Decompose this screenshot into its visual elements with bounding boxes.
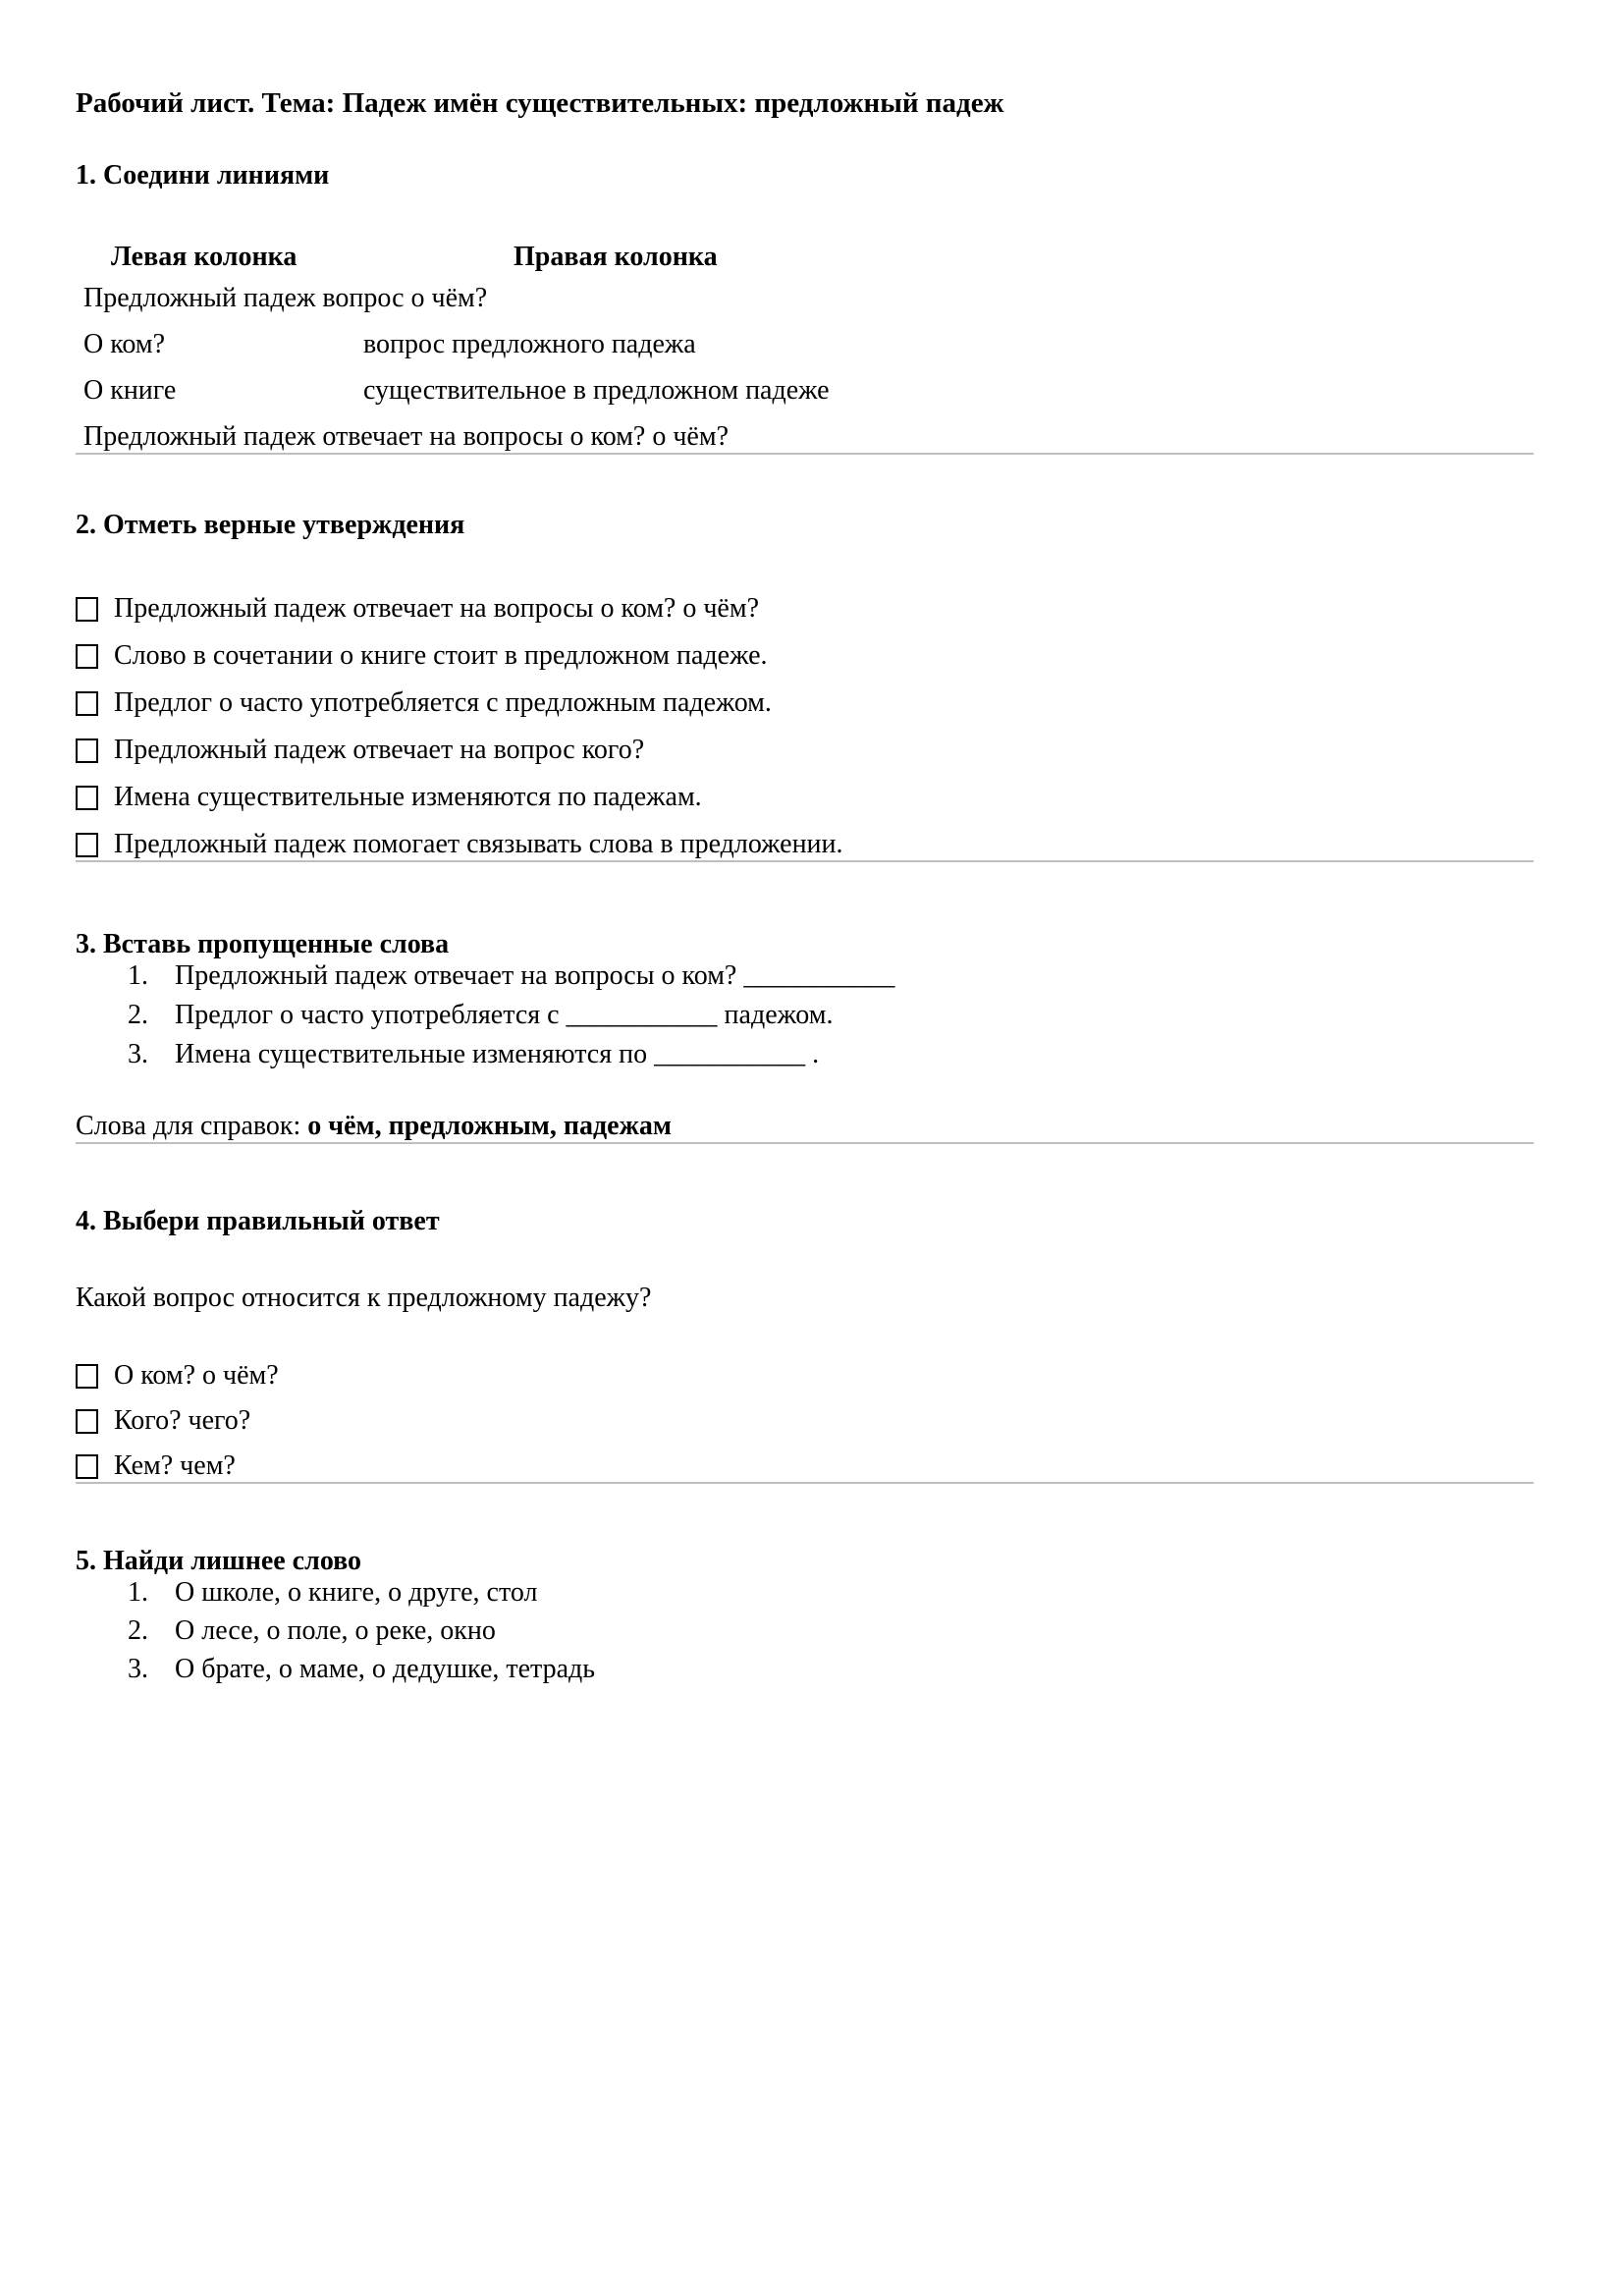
checkbox[interactable] bbox=[76, 597, 98, 622]
checkbox[interactable] bbox=[76, 1364, 98, 1389]
reference-words-line bbox=[76, 1111, 1534, 1142]
fill-blank-item: Предложный падеж отвечает на вопросы о ком? ___________ bbox=[175, 960, 895, 991]
checkbox-label: Предложный падеж отвечает на вопрос кого? bbox=[114, 735, 645, 765]
section-divider bbox=[76, 860, 1534, 862]
checkbox-item bbox=[76, 735, 1534, 766]
section-divider bbox=[76, 453, 1534, 455]
checkbox-item bbox=[76, 829, 1534, 860]
match-right-item: вопрос предложного падежа bbox=[363, 329, 696, 359]
match-table-header-row bbox=[76, 242, 1534, 273]
checkbox[interactable] bbox=[76, 1454, 98, 1479]
match-right-item bbox=[729, 421, 1534, 453]
match-left-item: О книге bbox=[83, 375, 177, 406]
checkbox[interactable] bbox=[76, 1409, 98, 1434]
match-right-item: существительное в предложном падеже bbox=[363, 375, 830, 406]
section-5-heading: 5. Найди лишнее слово bbox=[76, 1546, 362, 1576]
match-row bbox=[76, 375, 1534, 407]
checkbox-item bbox=[76, 782, 1534, 813]
checkbox-label: Имена существительные изменяются по падежам. bbox=[114, 782, 702, 812]
checkbox-label: Предлог о часто употребляется с предложным падежом. bbox=[114, 687, 772, 718]
checkbox-label: Кого? чего? bbox=[114, 1405, 251, 1436]
reference-words-label: Слова для справок: bbox=[76, 1111, 308, 1141]
section-2-heading: 2. Отметь верные утверждения bbox=[76, 510, 465, 540]
checkbox-item bbox=[76, 687, 1534, 719]
section-divider bbox=[76, 1482, 1534, 1484]
checkbox[interactable] bbox=[76, 644, 98, 669]
checkbox[interactable] bbox=[76, 833, 98, 857]
find-extra-word-item: О школе, о книге, о друге, стол bbox=[175, 1577, 538, 1608]
fill-blank-list bbox=[76, 960, 1534, 1070]
checkbox-label: Кем? чем? bbox=[114, 1450, 236, 1481]
statements-checkbox-list bbox=[76, 593, 1534, 860]
match-right-item bbox=[487, 283, 1534, 314]
match-left-item: О ком? bbox=[83, 329, 166, 359]
checkbox-item bbox=[76, 1450, 1534, 1482]
checkbox-item bbox=[76, 640, 1534, 672]
match-row bbox=[76, 329, 1534, 360]
section-1-heading: 1. Соедини линиями bbox=[76, 160, 330, 191]
checkbox-label: Предложный падеж отвечает на вопросы о ком? о чём? bbox=[114, 593, 760, 624]
section-3-heading: 3. Вставь пропущенные слова bbox=[76, 929, 450, 959]
match-row bbox=[76, 421, 1534, 453]
match-left-item: Предложный падеж отвечает на вопросы о ком? о чём? bbox=[83, 421, 730, 452]
section-4-heading: 4. Выбери правильный ответ bbox=[76, 1206, 440, 1236]
answer-checkbox-list bbox=[76, 1360, 1534, 1482]
checkbox[interactable] bbox=[76, 786, 98, 810]
checkbox[interactable] bbox=[76, 691, 98, 716]
question-text: Какой вопрос относится к предложному падежу? bbox=[76, 1283, 652, 1313]
checkbox-label: Слово в сочетании о книге стоит в предложном падеже. bbox=[114, 640, 768, 671]
checkbox[interactable] bbox=[76, 738, 98, 763]
page-title: Рабочий лист. Тема: Падеж имён существительных: предложный падеж bbox=[76, 87, 1004, 119]
match-left-item: Предложный падеж вопрос о чём? bbox=[83, 283, 488, 313]
checkbox-label: Предложный падеж помогает связывать слова в предложении. bbox=[114, 829, 843, 859]
fill-blank-item: Предлог о часто употребляется с ___________ падежом. bbox=[175, 1000, 834, 1030]
left-column-header: Левая колонка bbox=[111, 242, 298, 272]
fill-blank-item: Имена существительные изменяются по ___________ . bbox=[175, 1039, 820, 1069]
checkbox-label: О ком? о чём? bbox=[114, 1360, 279, 1391]
section-divider bbox=[76, 1142, 1534, 1144]
find-extra-word-list bbox=[76, 1577, 1534, 1685]
match-row bbox=[76, 283, 1534, 314]
find-extra-word-item: О брате, о маме, о дедушке, тетрадь bbox=[175, 1654, 596, 1684]
checkbox-item bbox=[76, 1405, 1534, 1437]
checkbox-item bbox=[76, 593, 1534, 625]
right-column-header: Правая колонка bbox=[514, 242, 718, 272]
find-extra-word-item: О лесе, о поле, о реке, окно bbox=[175, 1615, 496, 1646]
reference-words: о чём, предложным, падежам bbox=[307, 1111, 672, 1141]
checkbox-item bbox=[76, 1360, 1534, 1392]
